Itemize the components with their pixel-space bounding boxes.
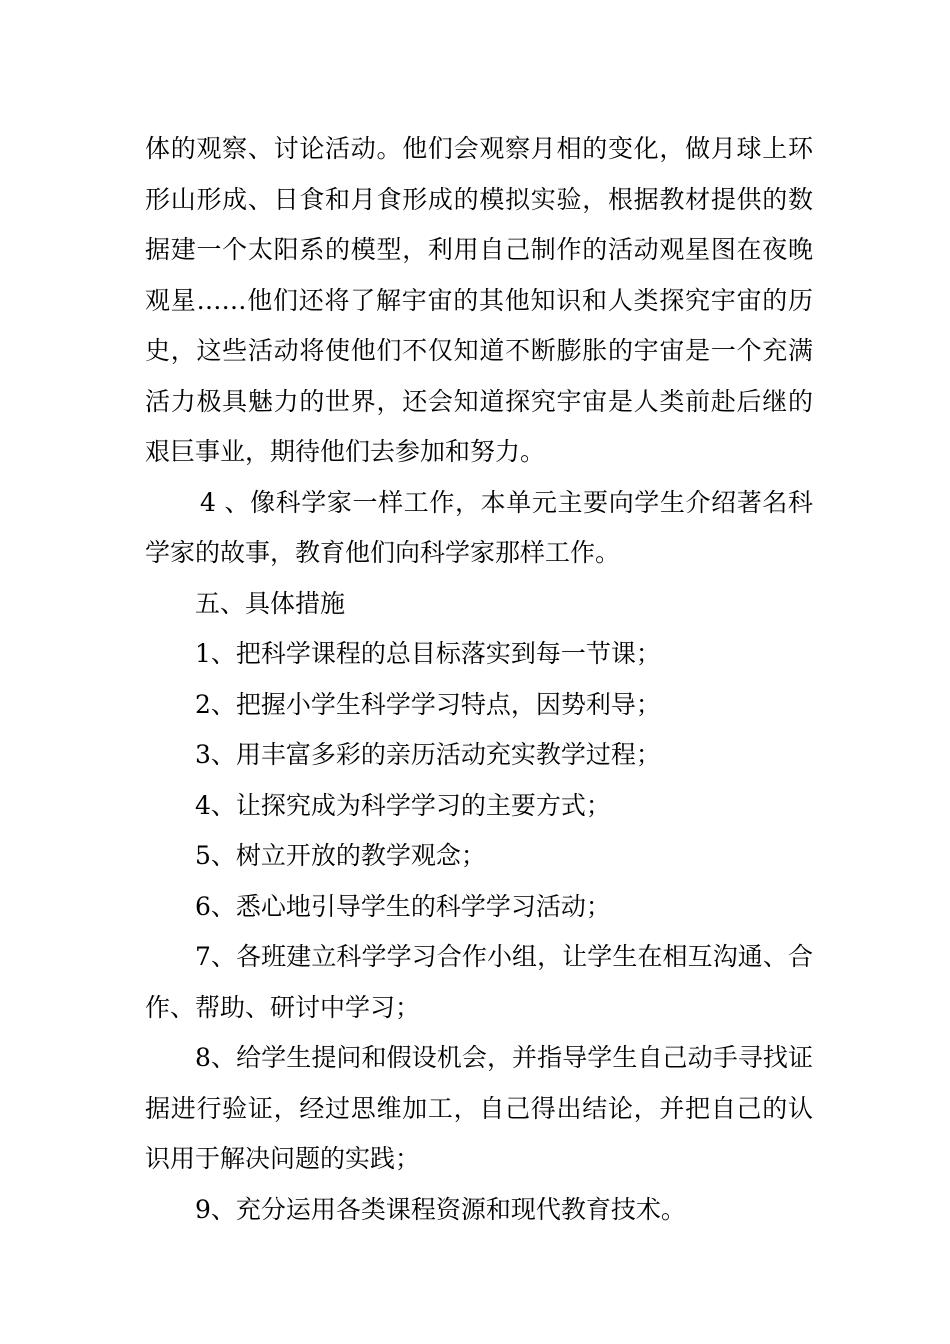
measure-item-3: 3、用丰富多彩的亲历活动充实教学过程； [195,740,661,769]
section-heading-measures: 五、具体措施 [195,588,346,618]
measure-item-8: 8、给学生提问和假设机会，并指导学生自己动手寻找证据进行验证，经过思维加工，自己得出结论，并把自己的认识用于解决问题的实践； [145,1043,813,1173]
paragraph-work-like-scientists: 4 、像科学家一样工作，本单元主要向学生介绍著名科学家的故事，教育他们向科学家那样工作。 [145,487,813,567]
measure-item-5: 5、树立开放的教学观念； [195,841,486,870]
measure-item-6: 6、悉心地引导学生的科学学习活动； [195,891,611,921]
measure-item-7: 7、各班建立科学学习合作小组，让学生在相互沟通、合作、帮助、研讨中学习； [145,942,813,1022]
measure-item-2: 2、把握小学生科学学习特点，因势利导； [195,689,661,719]
measure-item-1: 1、把科学课程的总目标落实到每一节课； [195,639,661,668]
document-page [145,124,813,1235]
measure-item-9: 9、充分运用各类课程资源和现代教育技术。 [195,1194,686,1224]
measure-item-4: 4、让探究成为科学学习的主要方式； [195,790,611,820]
paragraph-universe-activities: 体的观察、讨论活动。他们会观察月相的变化，做月球上环形山形成、日食和月食形成的模拟实验，根据教材提供的数据建一个太阳系的模型，利用自己制作的活动观星图在夜晚观星……他们还将了解宇宙的其他知识和人类探究宇宙的历史，这些活动将使他们不仅知道不断膨胀的宇宙是一个充满活力极具魅力的世界，还会知道探究宇宙是人类前赴后继的艰巨事业，期待他们去参加和努力。 [145,134,813,466]
